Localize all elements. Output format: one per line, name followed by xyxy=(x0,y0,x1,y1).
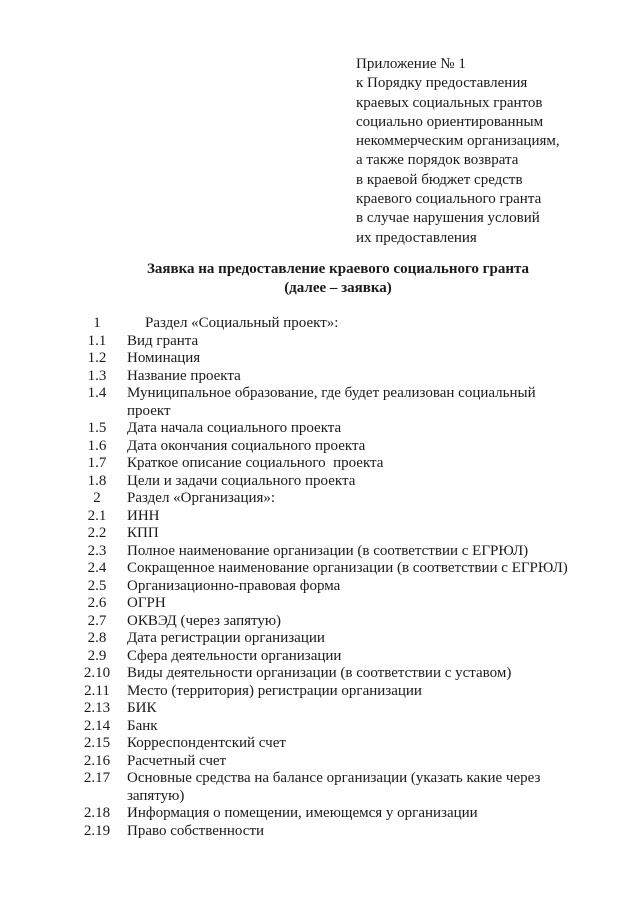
list-item xyxy=(0,718,640,736)
item-text: Место (территория) регистрации организации xyxy=(127,682,422,699)
item-number: 2.2 xyxy=(87,525,107,541)
item-number: 1.7 xyxy=(87,455,107,471)
item-text: Раздел «Организация»: xyxy=(127,490,276,506)
item-text: Право собственности xyxy=(127,822,265,839)
item-number: 2.6 xyxy=(87,595,107,611)
item-text: Название проекта xyxy=(127,367,241,384)
item-text: Полное наименование организации (в соответствии с ЕГРЮЛ) xyxy=(127,542,529,559)
list-item xyxy=(0,420,640,438)
list-item xyxy=(0,665,640,683)
list-item xyxy=(0,543,640,561)
item-number: 1.4 xyxy=(87,385,107,401)
item-number: 2.9 xyxy=(87,647,107,664)
item-text: Информация о помещении, имеющемся у организации xyxy=(127,805,478,821)
item-text: ИНН xyxy=(127,507,160,524)
appendix-line: к Порядку предоставления xyxy=(356,75,528,92)
item-text: Муниципальное образование, где будет реализован социальный проект xyxy=(127,385,540,419)
item-number: 2.14 xyxy=(83,717,111,734)
item-text: Номинация xyxy=(127,350,201,366)
item-text: Сфера деятельности организации xyxy=(127,647,342,664)
list-item xyxy=(0,473,640,491)
appendix-line: некоммерческим организациям, xyxy=(356,133,560,150)
item-number: 1.3 xyxy=(87,367,107,384)
item-number: 2.5 xyxy=(87,577,107,594)
item-number: 1.5 xyxy=(87,420,107,436)
document-title xyxy=(36,260,640,299)
list-item xyxy=(0,823,640,841)
appendix-line: краевого социального гранта xyxy=(356,191,542,208)
list-item xyxy=(0,805,640,823)
item-text: Вид гранта xyxy=(127,332,199,349)
item-text: Расчетный счет xyxy=(127,752,227,769)
list-item xyxy=(0,560,640,578)
appendix-line: их предоставления xyxy=(356,229,477,246)
list-item xyxy=(0,683,640,701)
item-text: Основные средства на балансе организации (указать какие через запятую) xyxy=(127,770,545,804)
title-line-1: Заявка на предоставление краевого социального гранта xyxy=(146,261,530,277)
list-item xyxy=(0,490,640,508)
item-number: 2.4 xyxy=(87,560,107,576)
item-number: 2.7 xyxy=(87,612,107,629)
item-number: 1.2 xyxy=(87,350,107,366)
list-item xyxy=(0,385,640,420)
item-number: 2.10 xyxy=(83,665,111,681)
item-text: Краткое описание социального проекта xyxy=(127,455,384,471)
list-item xyxy=(0,315,640,333)
appendix-line: Приложение № 1 xyxy=(356,56,466,72)
list-item xyxy=(0,613,640,631)
list-item xyxy=(0,525,640,543)
item-text: Банк xyxy=(127,717,158,734)
item-text: Дата регистрации организации xyxy=(127,630,325,646)
list-item xyxy=(0,700,640,718)
item-text: Сокращенное наименование организации (в соответствии с ЕГРЮЛ) xyxy=(127,560,568,576)
list-item xyxy=(0,753,640,771)
item-number: 2.18 xyxy=(83,805,111,821)
item-number: 1.6 xyxy=(87,437,107,454)
list-item xyxy=(0,578,640,596)
item-number: 2.1 xyxy=(87,507,107,524)
appendix-block xyxy=(356,55,560,248)
item-number: 1 xyxy=(93,315,101,331)
list-item xyxy=(0,438,640,456)
item-number: 2.16 xyxy=(83,752,111,769)
item-text: ОГРН xyxy=(127,595,166,611)
item-number: 2.8 xyxy=(87,630,107,646)
item-number: 2.3 xyxy=(87,542,107,559)
appendix-line: а также порядок возврата xyxy=(356,152,519,169)
list-item xyxy=(0,595,640,613)
item-text: Корреспондентский счет xyxy=(127,735,286,751)
list-item xyxy=(0,333,640,351)
list-item xyxy=(0,368,640,386)
item-number: 2.15 xyxy=(83,735,111,751)
list-item xyxy=(0,770,640,805)
list-item xyxy=(0,350,640,368)
title-line-2: (далее – заявка) xyxy=(284,280,392,297)
appendix-line: в случае нарушения условий xyxy=(356,210,540,227)
item-text: Организационно-правовая форма xyxy=(127,577,341,594)
list-item xyxy=(0,455,640,473)
requirements-list xyxy=(0,315,640,840)
item-text: БИК xyxy=(127,700,157,716)
list-item xyxy=(0,648,640,666)
appendix-line: социально ориентированным xyxy=(356,113,544,130)
item-text: Дата окончания социального проекта xyxy=(127,437,366,454)
list-item xyxy=(0,630,640,648)
item-number: 2.13 xyxy=(83,700,111,716)
item-text: Раздел «Социальный проект»: xyxy=(145,315,339,331)
item-number: 1.8 xyxy=(87,472,107,489)
item-number: 2.19 xyxy=(83,822,111,839)
item-number: 2 xyxy=(93,490,101,506)
item-text: ОКВЭД (через запятую) xyxy=(127,612,282,629)
appendix-line: в краевой бюджет средств xyxy=(356,171,523,188)
item-text: КПП xyxy=(127,525,159,541)
item-number: 1.1 xyxy=(87,332,107,349)
list-item xyxy=(0,508,640,526)
appendix-line: краевых социальных грантов xyxy=(356,94,543,111)
item-number: 2.17 xyxy=(83,770,111,786)
list-item xyxy=(0,735,640,753)
item-text: Дата начала социального проекта xyxy=(127,420,342,436)
item-text: Цели и задачи социального проекта xyxy=(127,472,356,489)
item-text: Виды деятельности организации (в соответствии с уставом) xyxy=(127,665,512,681)
item-number: 2.11 xyxy=(84,682,110,699)
